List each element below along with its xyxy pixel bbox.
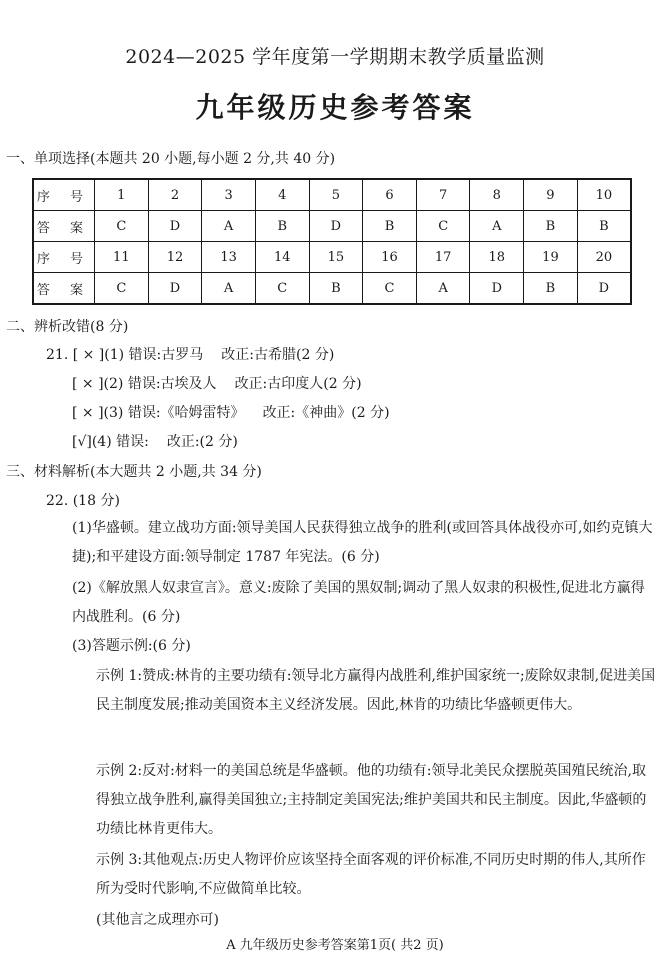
table-cell: 2 <box>148 179 202 211</box>
correction-item-4 <box>72 431 238 451</box>
table-cell: 9 <box>524 179 578 211</box>
table-cell: C <box>363 273 417 305</box>
table-cell: B <box>363 211 417 242</box>
question-22-label: 22. (18 分) <box>46 493 120 509</box>
answer-part-3: (3)答题示例:(6 分) <box>72 638 191 654</box>
answer-table <box>32 178 632 305</box>
table-cell: 14 <box>255 242 309 273</box>
table-cell: 12 <box>148 242 202 273</box>
table-cell: D <box>577 273 631 305</box>
correction-item-1 <box>46 344 334 364</box>
table-cell: 6 <box>363 179 417 211</box>
table-cell: 4 <box>255 179 309 211</box>
row-label-number: 序 号 <box>33 242 95 273</box>
table-cell: C <box>255 273 309 305</box>
table-cell: 16 <box>363 242 417 273</box>
section1-heading: 一、单项选择(本题共 20 小题,每小题 2 分,共 40 分) <box>6 151 336 167</box>
table-cell: 15 <box>309 242 363 273</box>
table-cell: 3 <box>202 179 256 211</box>
table-cell: A <box>416 273 470 305</box>
correction-fix: 改正:古希腊(2 分) <box>221 347 335 363</box>
page-footer: A 九年级历史参考答案第1页( 共2 页) <box>226 938 444 953</box>
table-cell: 1 <box>95 179 149 211</box>
example-1: 示例 1:赞成:林肯的主要功绩有:领导北方赢得内战胜利,维护国家统一;废除奴隶制,促进美国民主制度发展;推动美国资本主义经济发展。因此,林肯的功绩比华盛顿更伟大。 <box>96 668 656 713</box>
example-3: 示例 3:其他观点:历史人物评价应该坚持全面客观的评价标准,不同历史时期的伟人,其所作所为受时代影响,不应做简单比较。 <box>96 852 646 897</box>
table-cell: B <box>255 211 309 242</box>
table-cell: 18 <box>470 242 524 273</box>
table-cell: D <box>148 273 202 305</box>
grading-note: (其他言之成理亦可) <box>96 912 219 928</box>
table-row <box>33 211 631 242</box>
table-cell: D <box>148 211 202 242</box>
table-cell: 5 <box>309 179 363 211</box>
row-label-number: 序 号 <box>33 179 95 211</box>
section2-heading: 二、辨析改错(8 分) <box>6 319 129 335</box>
table-cell: 8 <box>470 179 524 211</box>
table-cell: C <box>416 211 470 242</box>
table-cell: 10 <box>577 179 631 211</box>
table-cell: D <box>470 273 524 305</box>
table-cell: 19 <box>524 242 578 273</box>
table-cell: 11 <box>95 242 149 273</box>
table-cell: B <box>577 211 631 242</box>
table-cell: A <box>202 211 256 242</box>
table-cell: A <box>202 273 256 305</box>
correction-item-2 <box>72 373 362 393</box>
table-row <box>33 179 631 211</box>
correction-error: 21. [ × ](1) 错误:古罗马 <box>46 347 204 363</box>
table-cell: B <box>309 273 363 305</box>
correction-error: [√](4) 错误: <box>72 434 149 450</box>
table-cell: C <box>95 211 149 242</box>
table-row <box>33 273 631 305</box>
correction-fix: 改正:(2 分) <box>166 434 238 450</box>
table-cell: D <box>309 211 363 242</box>
table-cell: 17 <box>416 242 470 273</box>
page-title: 九年级历史参考答案 <box>195 91 475 124</box>
answer-part-1: (1)华盛顿。建立战功方面:领导美国人民获得独立战争的胜利(或回答具体战役亦可,如约克镇大捷);和平建设方面:领导制定 1787 年宪法。(6 分) <box>72 520 653 565</box>
section3-heading: 三、材料解析(本大题共 2 小题,共 34 分) <box>6 464 262 480</box>
table-cell: 20 <box>577 242 631 273</box>
table-cell: A <box>470 211 524 242</box>
table-cell: 13 <box>202 242 256 273</box>
correction-fix: 改正:《神曲》(2 分) <box>262 405 390 421</box>
correction-error: [ × ](3) 错误:《哈姆雷特》 <box>72 405 245 421</box>
correction-item-3 <box>72 402 390 422</box>
correction-fix: 改正:古印度人(2 分) <box>234 376 362 392</box>
table-cell: 7 <box>416 179 470 211</box>
table-row <box>33 242 631 273</box>
table-cell: B <box>524 211 578 242</box>
exam-title: 2024—2025 学年度第一学期期末教学质量监测 <box>125 46 545 68</box>
table-cell: B <box>524 273 578 305</box>
correction-error: [ × ](2) 错误:古埃及人 <box>72 376 217 392</box>
table-cell: C <box>95 273 149 305</box>
row-label-answer: 答 案 <box>33 211 95 242</box>
answer-part-2: (2)《解放黑人奴隶宣言》。意义:废除了美国的黑奴制;调动了黑人奴隶的积极性,促进北方赢得内战胜利。(6 分) <box>72 580 645 625</box>
example-2: 示例 2:反对:材料一的美国总统是华盛顿。他的功绩有:领导北美民众摆脱英国殖民统治,取得独立战争胜利,赢得美国独立;主持制定美国宪法;维护美国共和民主制度。因此,华盛顿的功绩比林肯更伟大。 <box>96 763 647 837</box>
row-label-answer: 答 案 <box>33 273 95 305</box>
